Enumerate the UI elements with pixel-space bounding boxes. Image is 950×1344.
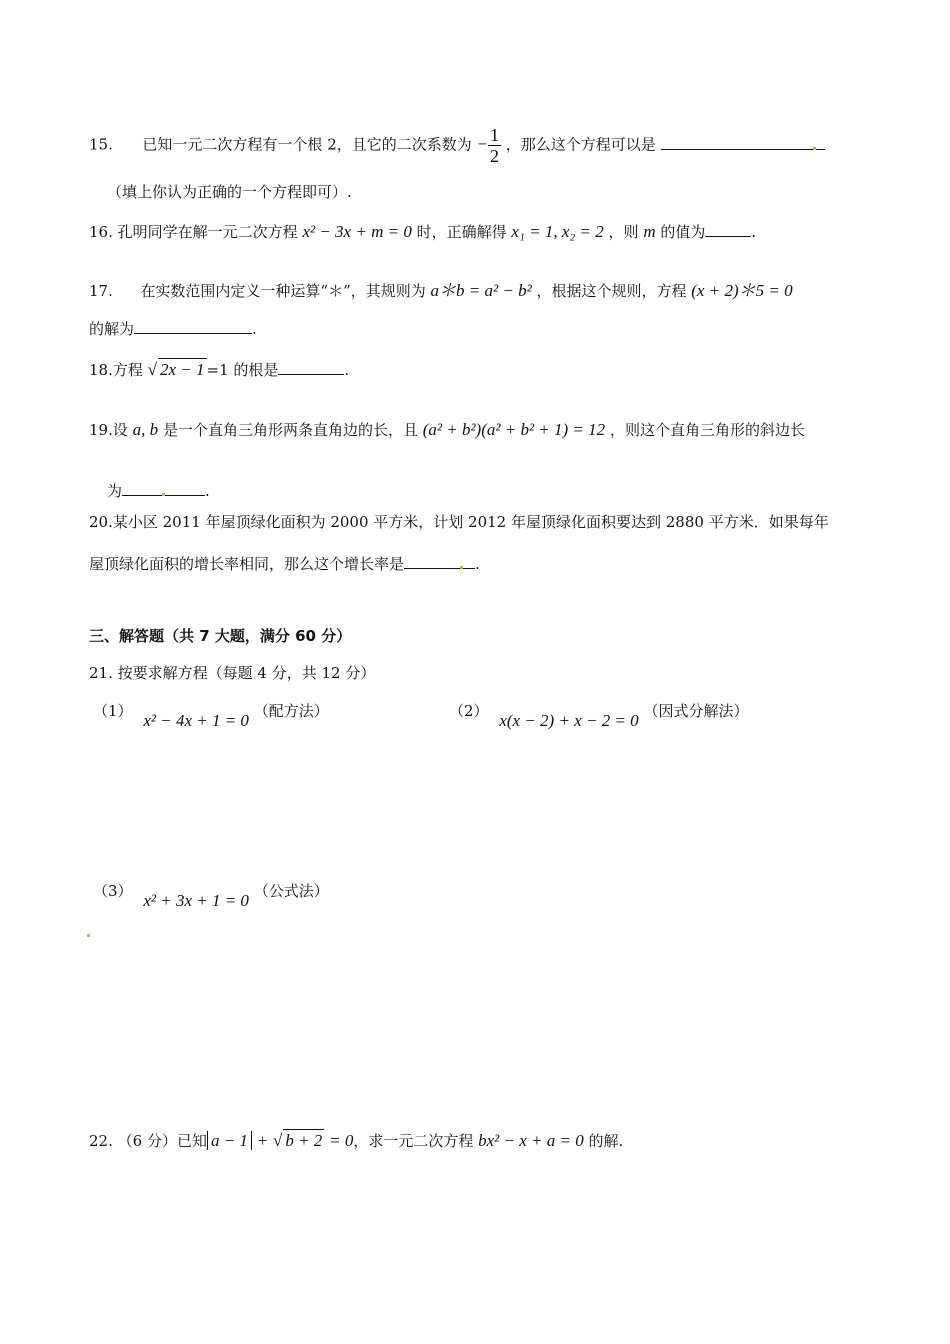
q21-part3 <box>93 880 329 910</box>
q21-part1 <box>93 700 329 730</box>
q17-line1 <box>89 280 793 302</box>
q19-text-b: 是一个直角三角形两条直角边的长，且 <box>162 421 418 439</box>
q19-equation: (a² + b²)(a² + b² + 1) = 12 <box>422 420 606 439</box>
q21-part1-equation: x² − 4x + 1 = 0 <box>143 711 249 730</box>
q16-text-d: 的值为 <box>660 223 706 241</box>
q20-number: 20. <box>89 513 113 531</box>
q18-line <box>89 358 349 381</box>
q16-text-b: 时，正确解得 <box>416 223 507 241</box>
q15-fraction-denominator: 2 <box>490 146 500 166</box>
q20-answer-blank <box>404 554 460 569</box>
q22-sqrt <box>273 1131 324 1150</box>
q20-answer-blank-tail <box>463 554 475 569</box>
q21-title: 21. 按要求解方程（每题 4 分，共 12 分） <box>89 664 376 682</box>
q19-text-c: ，则这个直角三角形的斜边长 <box>609 421 805 439</box>
q22-line <box>89 1129 623 1152</box>
q18-sqrt <box>148 360 207 379</box>
q19-number: 19. <box>89 421 113 439</box>
q21-part3-equation: x² + 3x + 1 = 0 <box>143 891 249 910</box>
q19-line2 <box>107 480 210 502</box>
q22-number: 22. <box>89 1132 113 1150</box>
q16-roots: x₁ = 1, x₂ = 2 <box>511 222 604 241</box>
q17-answer-blank <box>134 319 252 334</box>
q15-text-b: ，那么这个方程可以是 <box>505 135 656 154</box>
q22-text-b: ，求一元二次方程 <box>353 1132 474 1150</box>
q17-equation: (x + 2)＊5 = 0 <box>691 281 793 300</box>
q15-number: 15. <box>89 135 113 154</box>
q15-answer-blank <box>661 135 813 150</box>
q22-absolute-value: a − 1 <box>207 1131 252 1150</box>
q16-text-a: 孔明同学在解一元二次方程 <box>117 223 298 241</box>
q22-radicand: b + 2 <box>285 1131 323 1150</box>
q15-answer-blank-tail <box>816 135 825 150</box>
q22-plus: + <box>256 1131 269 1150</box>
q21-part1-label: （1） <box>93 702 133 720</box>
q22-equals-zero: = 0 <box>329 1131 354 1150</box>
q15-fraction <box>488 125 501 166</box>
q15-line1 <box>89 125 825 166</box>
q16-text-c: ，则 <box>608 223 639 241</box>
q16-answer-blank <box>705 222 751 237</box>
section3-title: 三、解答题（共 7 大题，满分 60 分） <box>89 627 352 645</box>
q21-part3-label: （3） <box>93 882 133 900</box>
q18-radicand: 2x − 1 <box>160 360 205 379</box>
q22-equation: bx² − x + a = 0 <box>478 1131 584 1150</box>
q21-part2-method: （因式分解法） <box>643 702 749 720</box>
q17-period: . <box>252 320 257 338</box>
q21-title-line <box>89 662 375 684</box>
section3-heading <box>89 625 351 647</box>
q22-radical-sign: √ <box>272 1131 283 1150</box>
q19-answer-blank-tail <box>165 481 205 496</box>
q20-line2 <box>89 553 480 575</box>
q22-text-a: （6 分）已知 <box>117 1132 207 1150</box>
q16-period: . <box>751 223 757 241</box>
q21-part2-equation: x(x − 2) + x − 2 = 0 <box>499 711 639 730</box>
q16-number: 16. <box>89 223 113 241</box>
q19-vars: a, b <box>132 420 159 439</box>
q16-equation: x² − 3x + m = 0 <box>302 222 412 241</box>
q19-line1 <box>89 419 805 441</box>
q17-text-b: ，根据这个规则，方程 <box>536 282 687 300</box>
q17-number: 17. <box>89 282 113 300</box>
q18-number: 18. <box>89 361 113 379</box>
q15-line2 <box>107 181 352 203</box>
q17-text-a: 在实数范围内定义一种运算“＊”，其规则为 <box>140 282 426 300</box>
q17-rule: a＊b = a² − b² <box>430 281 532 300</box>
q22-text-c: 的解. <box>588 1132 624 1150</box>
q15-text-a: 已知一元二次方程有一个根 2，且它的二次系数为 <box>142 135 472 154</box>
q19-text-a: 设 <box>112 421 128 439</box>
q15-instruction: （填上你认为正确的一个方程即可）. <box>107 183 352 201</box>
q20-text-line2: 屋顶绿化面积的增长率相同，那么这个增长率是 <box>89 555 405 573</box>
q21-part3-method: （公式法） <box>253 882 329 900</box>
q17-line2 <box>89 318 257 340</box>
q16-line <box>89 221 756 243</box>
q18-period: . <box>344 361 350 379</box>
q20-line1 <box>89 511 829 533</box>
scan-artifact-dot <box>87 934 90 937</box>
q21-part2-label: （2） <box>449 702 489 720</box>
q21-part1-method: （配方法） <box>253 702 329 720</box>
q20-period: . <box>475 555 480 573</box>
q21-part2 <box>449 700 749 730</box>
q20-text-line1: 某小区 2011 年屋顶绿化面积为 2000 平方米，计划 2012 年屋顶绿化面积要达到 2880 平方米．如果每年 <box>112 513 829 531</box>
q16-variable: m <box>643 222 656 241</box>
q19-text-line2: 为 <box>107 482 123 500</box>
q15-minus: − <box>476 134 489 154</box>
q19-answer-blank <box>122 481 162 496</box>
q18-text-b: =1 的根是 <box>206 361 279 379</box>
q18-radical-sign: √ <box>147 360 157 379</box>
q19-period: . <box>205 482 210 500</box>
q18-answer-blank <box>278 360 344 375</box>
q15-fraction-numerator: 1 <box>490 125 500 145</box>
q18-text-a: 方程 <box>112 361 143 379</box>
q17-text-line2: 的解为 <box>89 320 135 338</box>
